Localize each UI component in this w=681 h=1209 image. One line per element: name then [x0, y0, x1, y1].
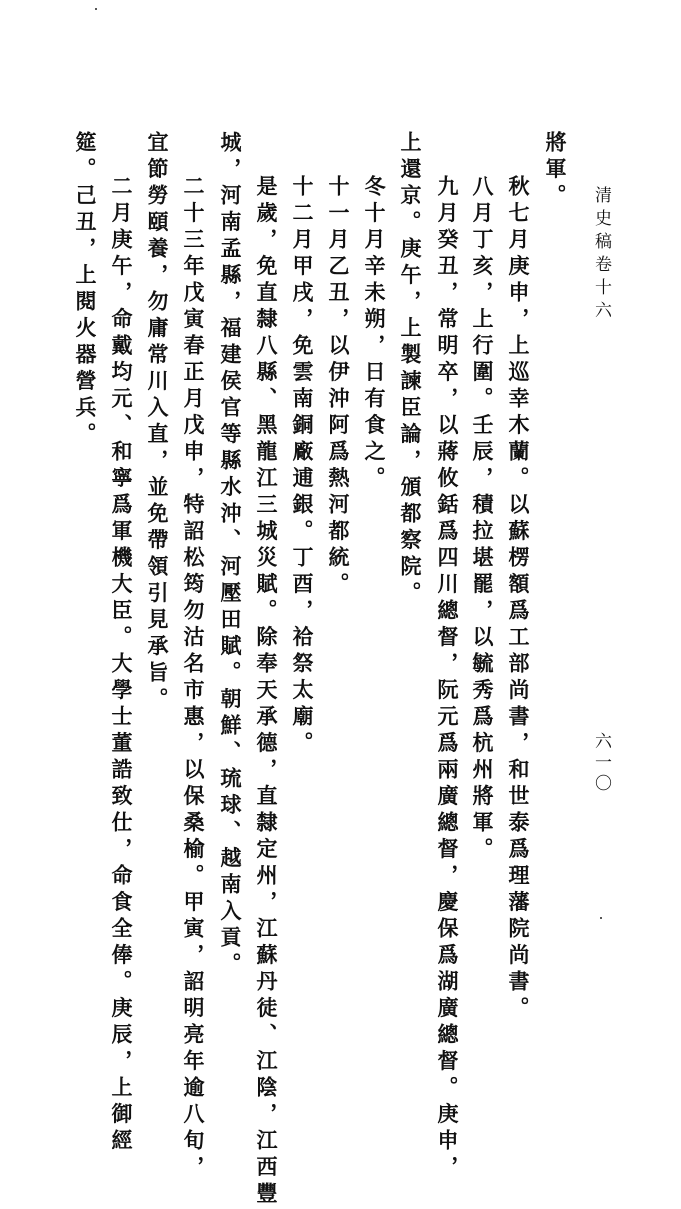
speck-mark [600, 917, 602, 919]
text-column-3: 八月丁亥，上行圍。壬辰，積拉堪罷，以毓秀爲杭州將軍。 [470, 175, 495, 864]
text-column-14: 筵。己丑，上閱火器營兵。 [73, 131, 98, 449]
text-column-11: 二十三年戊寅春正月戊申，特詔松筠勿沽名市惠，以保桑榆。甲寅，詔明亮年逾八旬， [181, 175, 206, 1182]
text-column-2: 秋七月庚申，上巡幸木蘭。以蘇楞額爲工部尚書，和世泰爲理藩院尚書。 [506, 175, 531, 1023]
text-column-7: 十一月乙丑，以伊沖阿爲熱河都統。 [326, 175, 351, 599]
running-header: 清史稿卷十六 [591, 186, 611, 324]
speck-mark [95, 8, 97, 10]
text-column-6: 冬十月辛未朔，日有食之。 [362, 175, 387, 493]
text-column-12: 宜節勞頤養，勿庸常川入直，並免帶領引見承旨。 [145, 131, 170, 714]
text-column-8: 十二月甲戌，免雲南銅廠逋銀。丁酉，祫祭太廟。 [290, 175, 315, 758]
text-column-10: 城，河南孟縣，福建侯官等縣水沖、河壓田賦。朝鮮、琉球、越南入貢。 [218, 131, 243, 979]
text-column-5: 上還京。庚午，上製諫臣論，頒都察院。 [398, 131, 423, 608]
text-column-4: 九月癸丑，常明卒，以蔣攸銛爲四川總督，阮元爲兩廣總督，慶保爲湖廣總督。庚申， [435, 175, 460, 1182]
text-column-1: 將軍。 [543, 131, 568, 211]
page-number: 六一〇 [591, 732, 611, 795]
text-column-9: 是歲，免直隸八縣、黑龍江三城災賦。除奉天承德，直隸定州，江蘇丹徒、江陰，江西豐 [254, 175, 279, 1209]
text-column-13: 二月庚午，命戴均元、和寧爲軍機大臣。大學士董誥致仕，命食全俸。庚辰，上御經 [109, 175, 134, 1156]
